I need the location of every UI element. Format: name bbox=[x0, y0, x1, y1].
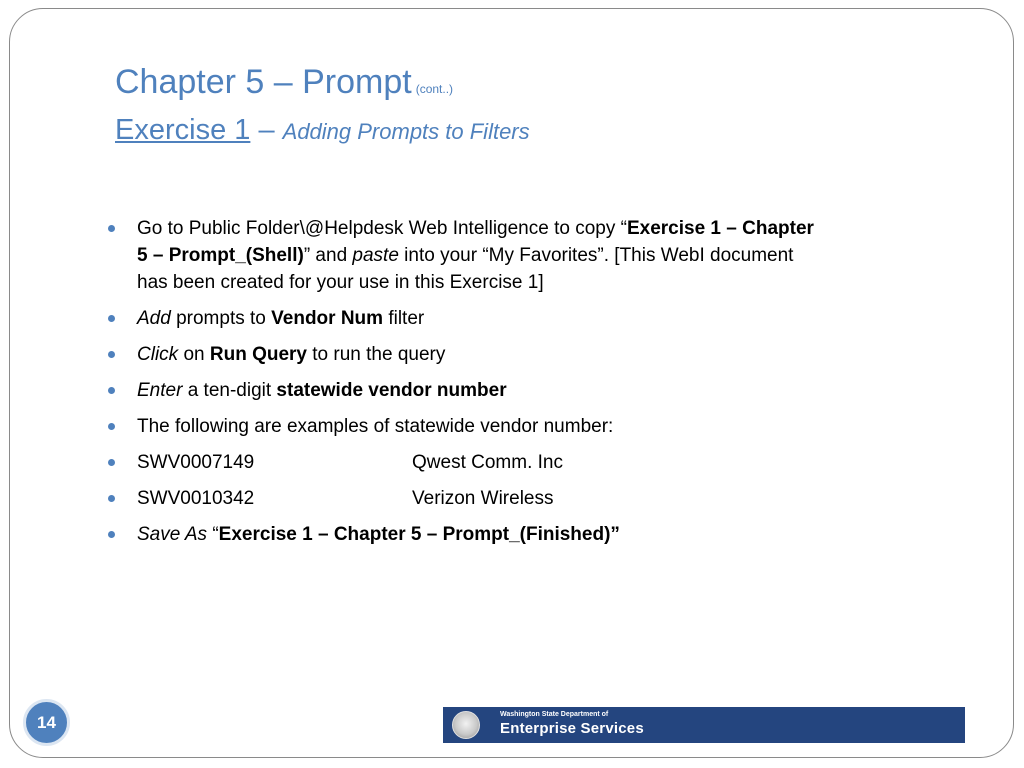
bullet-icon bbox=[108, 459, 115, 466]
text-run: into your “My Favorites”. [This WebI document has been created for your use in this Exercise 1] bbox=[137, 245, 794, 293]
list-item bbox=[108, 521, 828, 548]
text-run: ” and bbox=[303, 245, 353, 266]
logo-name-text: Enterprise Services bbox=[500, 720, 644, 737]
text-run-bold: Run Query bbox=[209, 344, 307, 365]
vendor-name: Qwest Comm. Inc bbox=[412, 452, 563, 473]
text-run: a ten-digit bbox=[182, 380, 277, 401]
vendor-number: SWV0007149 bbox=[137, 452, 255, 473]
title-dash: – bbox=[250, 114, 283, 146]
list-item bbox=[108, 485, 828, 512]
page-number: 14 bbox=[37, 713, 56, 732]
bullet-icon bbox=[108, 495, 115, 502]
list-item bbox=[108, 341, 828, 368]
bullet-icon bbox=[108, 225, 115, 232]
title-line-2 bbox=[115, 112, 975, 150]
list-item bbox=[108, 305, 828, 332]
vendor-number: SWV0010342 bbox=[137, 488, 255, 509]
text-run-italic: Enter bbox=[137, 380, 183, 401]
logo-department-text: Washington State Department of bbox=[500, 711, 609, 718]
list-item bbox=[108, 413, 828, 440]
enterprise-services-logo bbox=[443, 707, 965, 743]
text-run: The following are examples of statewide vendor number: bbox=[137, 416, 614, 437]
title-line-1 bbox=[115, 63, 975, 108]
bullet-icon bbox=[108, 387, 115, 394]
text-run-bold: Exercise 1 – Chapter 5 – Prompt_(Shell) bbox=[137, 218, 814, 266]
text-run: to run the query bbox=[307, 344, 446, 365]
list-item bbox=[108, 449, 828, 476]
text-run: “ bbox=[207, 524, 219, 545]
bullet-list bbox=[108, 215, 828, 557]
list-item bbox=[108, 215, 828, 296]
text-run-italic: Add bbox=[137, 308, 171, 329]
text-run-bold: Exercise 1 – Chapter 5 – Prompt_(Finished)” bbox=[218, 524, 620, 545]
page-number-badge bbox=[23, 699, 70, 746]
title-main: Chapter 5 – Prompt bbox=[115, 63, 412, 101]
bullet-icon bbox=[108, 423, 115, 430]
slide bbox=[9, 8, 1014, 758]
text-run: prompts to bbox=[170, 308, 272, 329]
title-exercise: Exercise 1 bbox=[115, 114, 251, 146]
text-run: Go to Public Folder\@Helpdesk Web Intelligence to copy “ bbox=[137, 218, 627, 239]
slide-title bbox=[115, 63, 975, 150]
bullet-icon bbox=[108, 351, 115, 358]
title-subtitle: Adding Prompts to Filters bbox=[282, 119, 530, 144]
bullet-icon bbox=[108, 531, 115, 538]
text-run-italic: Click bbox=[137, 344, 179, 365]
text-run-italic: Save As bbox=[137, 524, 208, 545]
list-item bbox=[108, 377, 828, 404]
vendor-name: Verizon Wireless bbox=[412, 488, 554, 509]
bullet-icon bbox=[108, 315, 115, 322]
title-cont: (cont..) bbox=[415, 82, 454, 96]
text-run: on bbox=[178, 344, 210, 365]
text-run-bold: Vendor Num bbox=[271, 308, 384, 329]
state-seal-icon bbox=[452, 711, 480, 739]
text-run: filter bbox=[383, 308, 425, 329]
text-run-bold: statewide vendor number bbox=[276, 380, 507, 401]
text-run-italic: paste bbox=[352, 245, 399, 266]
